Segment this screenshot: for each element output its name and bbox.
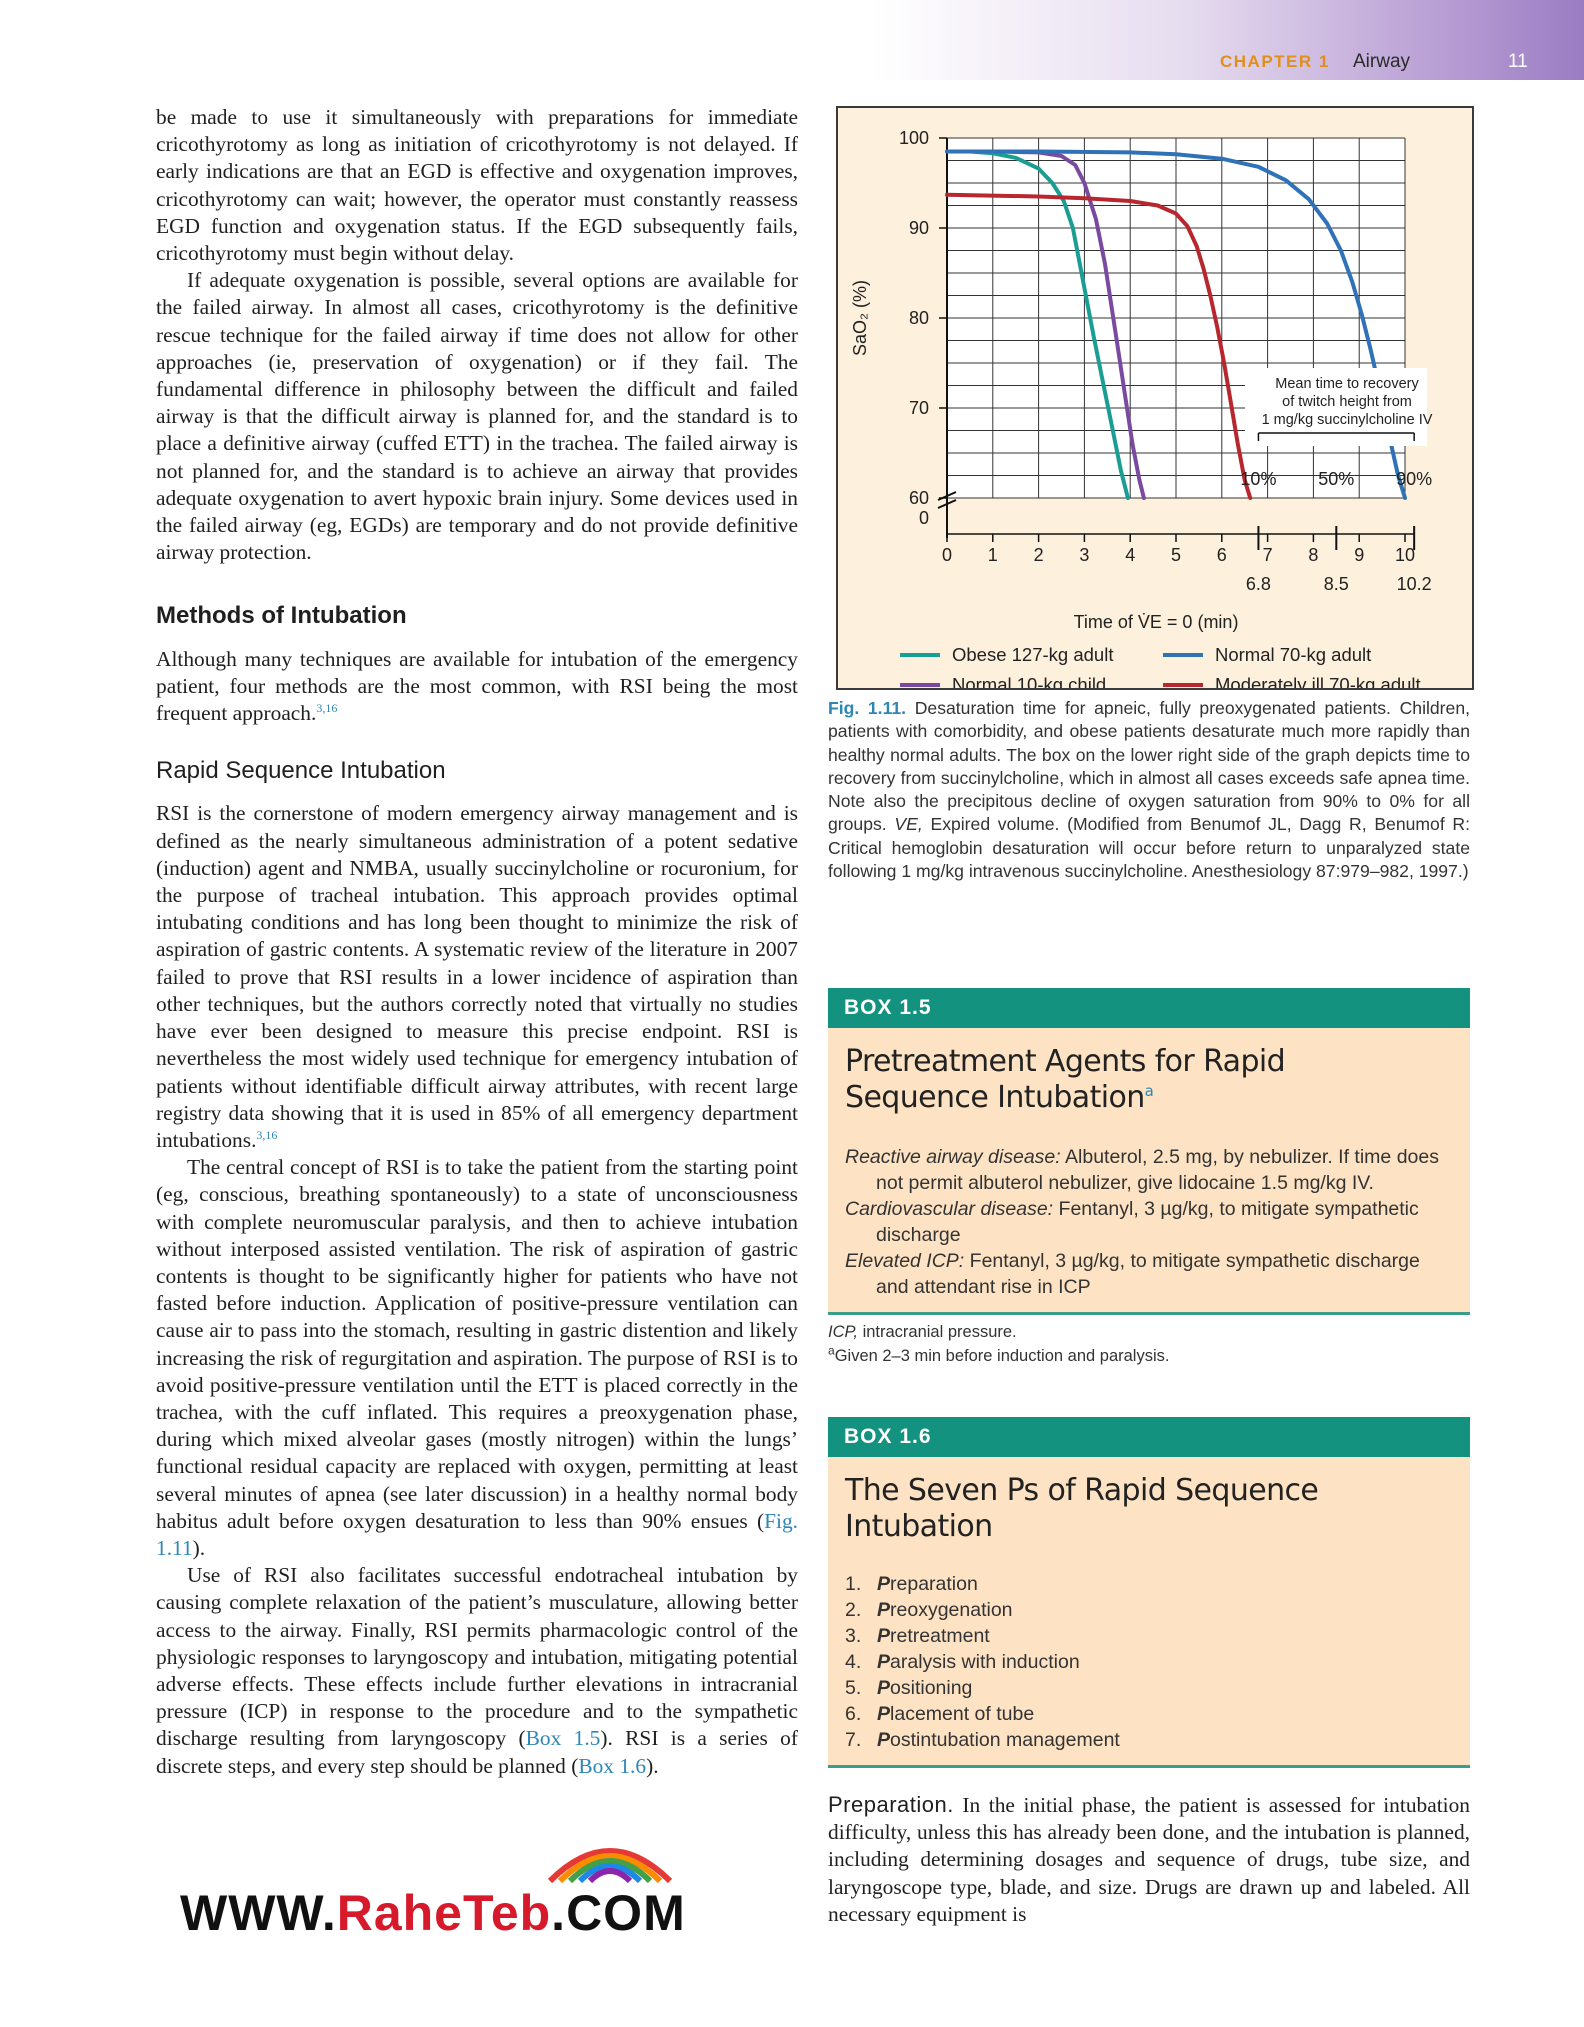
item-text: aralysis with induction xyxy=(890,1651,1080,1673)
footnote-text: intracranial pressure. xyxy=(862,1323,1017,1341)
x-axis-label: Time of V̇E = 0 (min) xyxy=(1073,612,1239,632)
item-number: 1. xyxy=(845,1573,862,1595)
item-term: Reactive airway disease: xyxy=(845,1146,1061,1168)
box-list-item xyxy=(845,1623,1453,1649)
subsection-heading: Rapid Sequence Intubation xyxy=(156,757,446,785)
reference[interactable]: 3,16 xyxy=(256,1127,278,1142)
x-tick-label: 5 xyxy=(1170,545,1182,565)
item-text: Fentanyl, 3 µg/kg, to mitigate sympathetic discharge and attendant rise in ICP xyxy=(876,1250,1420,1298)
caption-text: Desaturation time for apneic, fully preoxygenated patients. Children, patients with comorbidity, and obese patients desaturate much more rapidly than healthy normal adults. The box on the lower right side of the graph depicts time to recovery from succinylcholine, which in almost all cases exceeds safe apnea time. Note also the precipitous decline of oxygen saturation from 90% to 0% for all groups. xyxy=(828,698,1470,835)
paragraph-text: In the initial phase, the patient is assessed for intubation difficulty, unless this has already been done, and the intubation is planned, including determining dosages and sequence of drugs, tube size, and laryngoscope type, blade, and size. Drugs are drawn up and labeled. All necessary equipment is xyxy=(828,1793,1470,1926)
paragraph-text: ). xyxy=(646,1753,659,1778)
item-initial: P xyxy=(877,1677,891,1699)
footnote-marker: a xyxy=(1144,1082,1154,1100)
box-item-list xyxy=(845,1571,1453,1753)
item-text: reparation xyxy=(890,1573,978,1595)
recovery-time-label: 6.8 xyxy=(1245,574,1271,594)
item-number: 4. xyxy=(845,1651,862,1673)
watermark-logo-icon xyxy=(540,1826,680,1886)
item-initial: P xyxy=(877,1573,891,1595)
page-number: 11 xyxy=(1508,51,1528,72)
desaturation-chart xyxy=(838,108,1472,688)
watermark xyxy=(180,1836,780,1946)
item-initial: P xyxy=(877,1703,891,1725)
footnote-line xyxy=(828,1320,1470,1344)
box-list-item xyxy=(845,1571,1453,1597)
item-text: Albuterol, 2.5 mg, by nebulizer. If time does not permit albuterol nebulizer, give lidocaine 1.5 mg/kg IV. xyxy=(876,1146,1439,1194)
reference[interactable]: 3,16 xyxy=(316,700,338,715)
paragraph-text: ). xyxy=(192,1535,206,1560)
box-list-item xyxy=(845,1701,1453,1727)
item-term: Cardiovascular disease: xyxy=(845,1198,1054,1220)
y-tick-label: 0 xyxy=(918,508,929,528)
box-title-line: Pretreatment Agents for Rapid xyxy=(845,1044,1286,1079)
item-initial: P xyxy=(877,1651,891,1673)
x-tick-label: 1 xyxy=(987,545,998,565)
footnote-text: Given 2–3 min before induction and paralysis. xyxy=(834,1347,1170,1365)
box-title-line: Sequence Intubation xyxy=(845,1080,1145,1115)
y-tick-label: 100 xyxy=(898,128,929,148)
box-link[interactable]: Box 1.5 xyxy=(525,1726,601,1751)
legend-label: Normal 10-kg child xyxy=(952,674,1107,688)
paragraph xyxy=(156,1154,798,1562)
inset-title-line: of twitch height from xyxy=(1282,394,1412,410)
x-tick-label: 4 xyxy=(1125,545,1136,565)
item-initial: P xyxy=(877,1625,891,1647)
watermark-text xyxy=(180,1884,686,1942)
recovery-time-label: 10.2 xyxy=(1396,574,1432,594)
item-text: reoxygenation xyxy=(890,1599,1013,1621)
item-number: 2. xyxy=(845,1599,862,1621)
paragraph-text: RSI is the cornerstone of modern emergency airway management and is defined as the nearly simultaneous administration of a potent sedative (induction) agent and NMBA, usually succinylcholine or rocuronium, for the purpose of tracheal intubation. This approach provides optimal intubating conditions and has long been thought to minimize the risk of aspiration of gastric contents. A systematic review of the literature in 2007 failed to prove that RSI results in a lower incidence of aspiration than other techniques, but the authors correctly noted that virtually no studies have ever been designed to measure this precise endpoint. RSI is nevertheless the most widely used technique for emergency intubation of patients without identifiable difficult airway attributes, with recent large registry data showing that it is used in 85% of all emergency department intubations. xyxy=(156,801,798,1152)
box-1-5 xyxy=(828,988,1470,1368)
caption-text: Expired volume. (Modified from Benumof JL, Dagg R, Benumof R: Critical hemoglobin desaturation will occur before return to unparalyzed state following 1 mg/kg intravenous succinylcholine. Anesthesiology 87:979–982, 1997.) xyxy=(828,814,1471,882)
legend-label: Normal 70-kg adult xyxy=(1215,644,1372,665)
box-header: BOX 1.6 xyxy=(828,1417,1470,1457)
x-tick-label: 10 xyxy=(1394,545,1416,565)
item-initial: P xyxy=(877,1599,891,1621)
x-tick-label: 7 xyxy=(1262,545,1273,565)
x-tick-label: 9 xyxy=(1354,545,1365,565)
paragraph-text: Use of RSI also facilitates successful endotracheal intubation by causing complete relaxation of the patient’s musculature, allowing better access to the airway. Finally, RSI permits pharmacologic control of the physiologic responses to laryngoscopy and intubation, mitigating potential adverse effects. These effects include further elevations in intracranial pressure (ICP) in response to the procedure and to the sympathetic discharge resulting from laryngoscopy ( xyxy=(156,1563,798,1751)
paragraph-text: ). RSI is a series of discrete steps, and every step should be planned ( xyxy=(156,1726,798,1778)
figure-label: Fig. 1.11. xyxy=(828,698,907,718)
box-item-list xyxy=(845,1144,1453,1300)
inset-percent-label: 50% xyxy=(1318,469,1355,489)
box-list-item xyxy=(845,1727,1453,1753)
y-tick-label: 80 xyxy=(908,308,929,328)
box-header: BOX 1.5 xyxy=(828,988,1470,1028)
x-tick-label: 0 xyxy=(941,545,953,565)
chapter-label: CHAPTER 1 xyxy=(1220,52,1330,71)
box-list-item xyxy=(845,1649,1453,1675)
left-column xyxy=(156,104,798,1780)
item-term: Elevated ICP: xyxy=(845,1250,965,1272)
inset-title-line: Mean time to recovery xyxy=(1275,376,1419,392)
y-axis-label: SaO₂ (%) xyxy=(850,280,870,356)
paragraph xyxy=(156,1562,798,1780)
y-tick-label: 60 xyxy=(908,488,929,508)
paragraph xyxy=(156,800,798,1154)
legend-label: Moderately ill 70-kg adult xyxy=(1215,674,1421,688)
figure-chart xyxy=(836,106,1474,690)
x-tick-label: 6 xyxy=(1216,545,1227,565)
x-tick-label: 2 xyxy=(1033,545,1044,565)
item-number: 3. xyxy=(845,1625,862,1647)
box-1-6 xyxy=(828,1417,1470,1768)
section-heading: Methods of Intubation xyxy=(156,602,407,630)
x-tick-label: 8 xyxy=(1308,545,1319,565)
chapter-title: Airway xyxy=(1353,51,1411,72)
footnote-marker: a xyxy=(828,1343,835,1358)
caption-abbr: VE, xyxy=(894,814,923,835)
figure-caption xyxy=(828,697,1470,883)
box-list-item xyxy=(845,1675,1453,1701)
box-title: The Seven Ps of Rapid Sequence Intubation xyxy=(845,1473,1319,1544)
item-text: lacement of tube xyxy=(890,1703,1035,1725)
paragraph-text: The central concept of RSI is to take the patient from the starting point (eg, conscious, breathing spontaneously) to a state of unconsciousness with complete neuromuscular paralysis, and then to achieve intubation without interposed assisted ventilation. The risk of aspiration of gastric contents is thought to be significantly higher for patients who have not fasted before induction. Application of positive-pressure ventilation can cause air to pass into the stomach, resulting in gastric distention and likely increasing the risk of regurgitation and aspiration. The purpose of RSI is to avoid positive-pressure ventilation until the ETT is placed correctly in the trachea, with the cuff inflated. This requires a preoxygenation phase, during which mixed alveolar gases (mostly nitrogen) within the lungs’ functional residual capacity are replaced with oxygen, permitting at least several minutes of apnea (see later discussion) in a healthy normal body habitus adult before oxygen desaturation to less than 90% ensues ( xyxy=(156,1155,798,1533)
watermark-part: .COM xyxy=(551,1885,686,1941)
paragraph xyxy=(156,646,798,728)
box-list-item xyxy=(845,1144,1453,1196)
inset-title-line: 1 mg/kg succinylcholine IV xyxy=(1261,412,1433,428)
box-list-item xyxy=(845,1597,1453,1623)
footnote-line xyxy=(828,1344,1470,1368)
footnote-abbr: ICP, xyxy=(828,1323,858,1341)
box-body xyxy=(828,1457,1470,1768)
box-footnote xyxy=(828,1320,1470,1368)
box-list-item xyxy=(845,1248,1453,1300)
item-number: 5. xyxy=(845,1677,862,1699)
header-band xyxy=(0,0,1584,80)
item-number: 6. xyxy=(845,1703,862,1725)
box-title xyxy=(845,1044,1453,1116)
inset-percent-label: 90% xyxy=(1396,469,1433,489)
item-text: retreatment xyxy=(890,1625,990,1647)
run-in-heading: Preparation. xyxy=(828,1792,954,1817)
item-text: ostintubation management xyxy=(890,1729,1120,1751)
item-text: ositioning xyxy=(890,1677,973,1699)
x-tick-label: 3 xyxy=(1079,545,1090,565)
paragraph-text: Although many techniques are available for intubation of the emergency patient, four methods are the most common, with RSI being the most frequent approach. xyxy=(156,646,798,726)
y-tick-label: 90 xyxy=(908,218,929,238)
box-body xyxy=(828,1028,1470,1315)
figure-link[interactable]: Fig. 1.11 xyxy=(156,1508,798,1560)
box-list-item xyxy=(845,1196,1453,1248)
y-tick-label: 70 xyxy=(908,398,929,418)
watermark-part: RaheTeb xyxy=(336,1885,552,1941)
legend-label: Obese 127-kg adult xyxy=(952,644,1114,665)
recovery-time-label: 8.5 xyxy=(1323,574,1349,594)
item-text: Fentanyl, 3 µg/kg, to mitigate sympathetic discharge xyxy=(876,1198,1419,1246)
item-initial: P xyxy=(877,1729,891,1751)
paragraph xyxy=(828,1791,1470,1928)
inset-percent-label: 10% xyxy=(1240,469,1277,489)
box-link[interactable]: Box 1.6 xyxy=(578,1753,647,1778)
item-number: 7. xyxy=(845,1729,862,1751)
paragraph: be made to use it simultaneously with preparations for immediate cricothyrotomy as long as initiation of cricothyrotomy is not delayed. If early indications are that an EGD is effective and oxygenation improves, cricothyrotomy can wait; however, the operator must constantly reassess EGD function and oxygenation status. If the EGD subsequently fails, cricothyrotomy must begin without delay. xyxy=(156,105,798,266)
watermark-part: WWW. xyxy=(180,1885,337,1941)
paragraph: If adequate oxygenation is possible, several options are available for the failed airway. In almost all cases, cricothyrotomy is the definitive rescue technique for the failed airway if time does not allow for other approaches (ie, preservation of oxygenation) or if they fail. The fundamental difference in philosophy between the difficult and failed airway is that the difficult airway is planned for, and the standard is to place a definitive airway (cuffed ETT) in the trachea. The failed airway is not planned for, and the standard is to achieve an airway that provides adequate oxygenation to avert hypoxic brain injury. Some devices used in the failed airway (eg, EGDs) are temporary and do not provide definitive airway protection. xyxy=(156,268,798,565)
